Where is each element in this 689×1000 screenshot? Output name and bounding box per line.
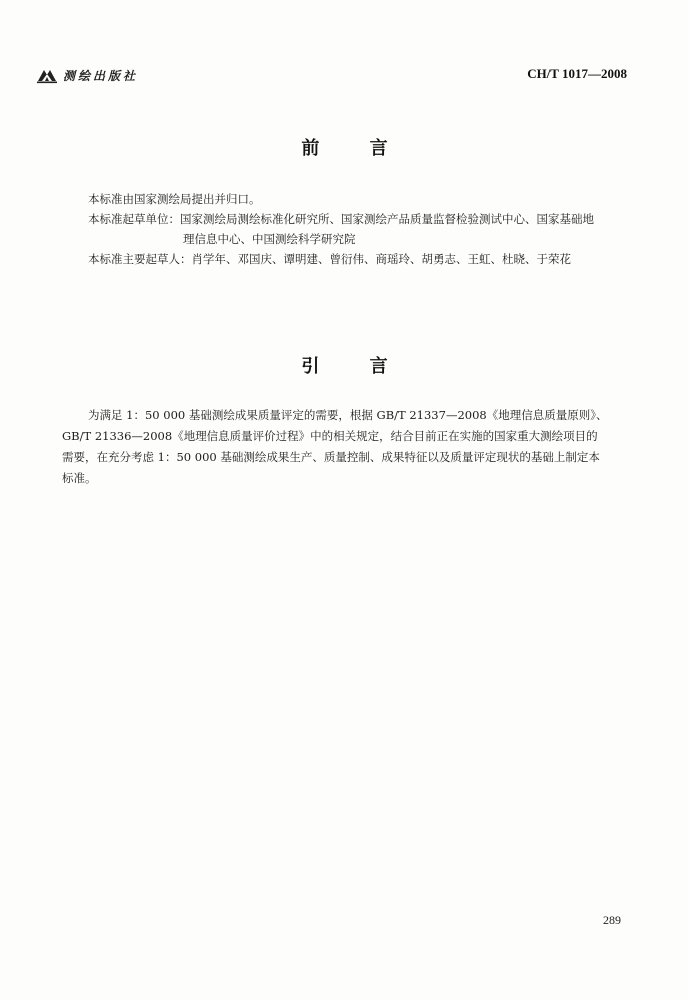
page-number: 289 (603, 913, 621, 927)
introduction-line: 标准。 (62, 471, 97, 485)
introduction-line: 需要，在充分考虑 1：50 000 基础测绘成果生产、质量控制、成果特征以及质量评定现状的基础上制定本 (62, 450, 600, 464)
introduction-body (62, 405, 646, 489)
publisher-name: 测绘出版社 (63, 68, 139, 83)
introduction-title: 引 言 (301, 356, 410, 377)
publisher-logo (36, 66, 138, 84)
foreword-line: 本标准由国家测绘局提出并归口。 (88, 192, 261, 206)
foreword-body (88, 189, 648, 269)
publisher-emblem-icon (36, 66, 58, 84)
foreword-line: 本标准主要起草人：肖学年、邓国庆、谭明建、曾衍伟、商瑶玲、胡勇志、王虹、杜晓、于荣花 (88, 252, 571, 266)
introduction-line: 为满足 1：50 000 基础测绘成果质量评定的需要，根据 GB/T 21337—2008《地理信息质量原则》、 (88, 408, 608, 422)
introduction-line: GB/T 21336—2008《地理信息质量评价过程》中的相关规定，结合目前正在实施的国家重大测绘项目的 (62, 429, 598, 443)
page-header (36, 62, 627, 92)
standard-code: CH/T 1017—2008 (527, 66, 627, 81)
foreword-title: 前 言 (301, 138, 410, 159)
foreword-line: 理信息中心、中国测绘科学研究院 (183, 232, 356, 246)
foreword-line: 本标准起草单位：国家测绘局测绘标准化研究所、国家测绘产品质量监督检验测试中心、国家基础地 (88, 212, 594, 226)
